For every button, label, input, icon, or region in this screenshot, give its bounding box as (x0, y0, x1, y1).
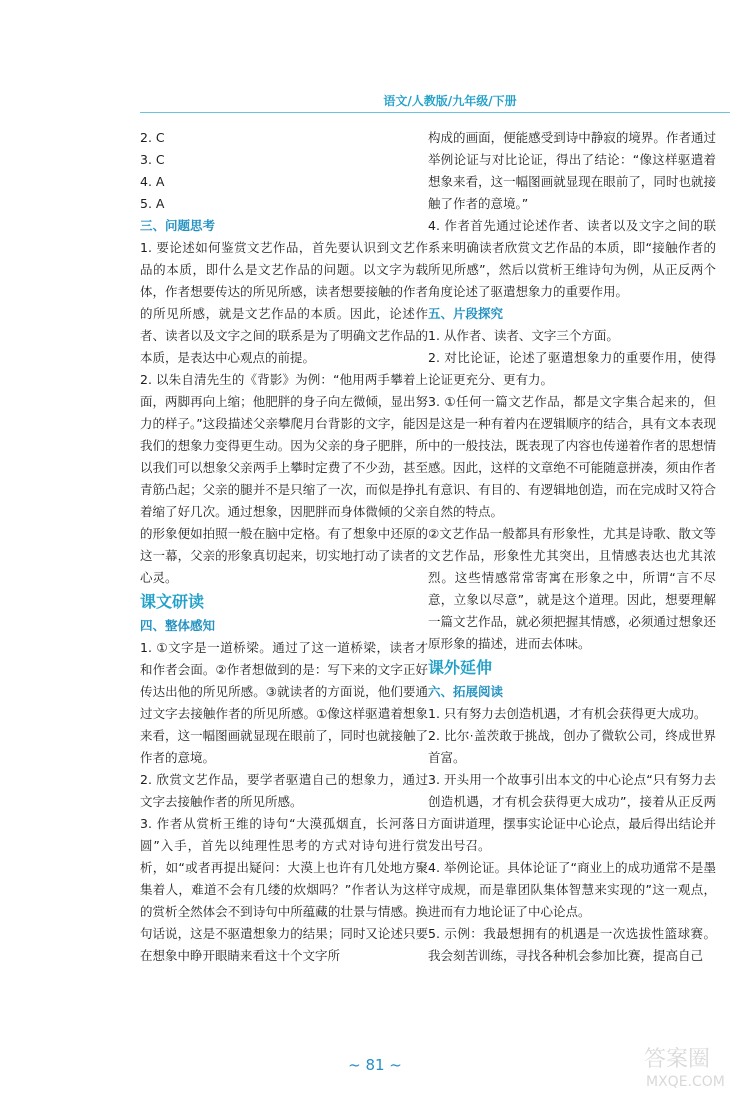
watermark-logo (640, 1040, 750, 1094)
paragraph-p3: 3. ①任何一篇文艺作品，都是文字集合起来的，但是这是一种有着内在逻辑顺序的结合，具有文本表现中的一般技法，既表现了内容也传递着作者的思想情感。因此，这样的文章绝不可能随意拼凑，须由作者有意识、有目的、有逻辑地创造，而在完成时又符合自然的特点。 (428, 394, 716, 519)
left-column (140, 127, 428, 967)
paragraph-q1: 1. 要论述如何鉴赏文艺作品，首先要认识到文艺作品的本质，即什么是文艺作品的问题。以文字为载体，作者想要传达的所见所感，读者想要接触的作者的所见所感，就是文艺作品的本质。因此，论述作者、读者以及文字之间的联系是为了明确文艺作品的本质，是表达中心观点的前提。 (140, 240, 428, 365)
answer-3: 3. C (140, 152, 165, 167)
paragraph-r2: 4. 作者首先通过论述作者、读者以及文字之间的联系来明确读者欣赏文艺作品的本质，即“接触作者的所见所感”，然后以赏析王维诗句为例，从正反两个角度论述了驱遣想象力的重要作用。 (428, 218, 716, 299)
answer-4: 4. A (140, 174, 165, 189)
paragraph-e5: 5. 示例：我最想拥有的机遇是一次选拔性篮球赛。我会刻苦训练，寻找各种机会参加比赛，提高自己 (428, 926, 716, 963)
page-number: ~ 81 ~ (348, 1056, 402, 1074)
watermark-domain: MXQE.COM (646, 1074, 725, 1090)
major-heading-kewai: 课外延伸 (428, 658, 493, 677)
major-heading-kewen: 课文研读 (140, 592, 205, 611)
header-title: 语文/人教版/九年级/下册 (383, 94, 517, 108)
paragraph-p1: 1. 从作者、读者、文字三个方面。 (428, 328, 619, 343)
section-heading-4: 四、整体感知 (140, 618, 216, 633)
paragraph-r1: 构成的画面，便能感受到诗中静寂的境界。作者通过举例论证与对比论证，得出了结论：“像这样驱遣着想象来看，这一幅图画就显现在眼前了，同时也就接触了作者的意境。” (428, 130, 716, 211)
section-heading-6: 六、拓展阅读 (428, 684, 504, 699)
answer-2: 2. C (140, 130, 165, 145)
paragraph-e2: 2. 比尔·盖茨敢于挑战，创办了微软公司，终成世界首富。 (428, 728, 716, 765)
paragraph-p2: 2. 对比论证，论述了驱遣想象力的重要作用，使得论证更充分、更有力。 (428, 350, 716, 387)
paragraph-e4: 4. 举例论证。具体论证了“商业上的成功通常不是墨守成规，而是靠团队集体智慧来实现的”这一观点，进而有力地论证了中心论点。 (428, 860, 716, 919)
section-heading-5: 五、片段探究 (428, 306, 504, 321)
answer-5: 5. A (140, 196, 165, 211)
paragraph-p4: ②文艺作品一般都具有形象性，尤其是诗歌、散文等文艺作品，形象性尤其突出，且情感表达也尤其浓烈。这些情感常常寄寓在形象之中，所谓“言不尽意，立象以尽意”，就是这个道理。因此，想要理解一篇文艺作品，就必须把握其情感，必须通过想象还原形象的描述，进而去体味。 (428, 526, 716, 651)
paragraph-z2: 2. 欣赏文艺作品，要学者驱遣自己的想象力，通过文字去接触作者的所见所感。 (140, 772, 428, 809)
header-rule (140, 112, 730, 113)
paragraph-e3: 3. 开头用一个故事引出本文的中心论点“只有努力去创造机遇，才有机会获得更大成功”，接着从正反两方面讲道理，摆事实论证中心论点，最后得出结论并发出号召。 (428, 772, 716, 853)
paragraph-z1: 1. ①文字是一道桥梁。通过了这一道桥梁，读者才和作者会面。②作者想做到的是：写下来的文字正好传达出他的所见所感。③就读者的方面说，他们要通过文字去接触作者的所见所感。①像这样驱遣着想象来看，这一幅图画就显现在眼前了，同时也就接触了作者的意境。 (140, 640, 428, 765)
watermark-text: 答案圈 (644, 1047, 711, 1072)
right-column (428, 127, 716, 967)
paragraph-e1: 1. 只有努力去创造机遇，才有机会获得更大成功。 (428, 706, 707, 721)
running-header (140, 90, 740, 114)
paragraph-q2: 2. 以朱自清先生的《背影》为例：“他用两手攀着上面，两脚再向上缩；他肥胖的身子向左微倾，显出努力的样子。”这段描述父亲攀爬月台背影的文字，能因我们的想象力变得更生动。因为父亲的身子肥胖，所以我们可以想象父亲两手上攀时定费了不少劲，甚至青筋凸起；父亲的腿并不是只缩了一次，而似是挣扎着缩了好几次。通过想象，因肥胖而身体微倾的父亲的形象便如拍照一般在脑中定格。有了想象中还原的这一幕，父亲的形象真切起来，切实地打动了读者的心灵。 (140, 372, 428, 585)
paragraph-z3: 3. 作者从赏析王维的诗句“大漠孤烟直，长河落日圆”入手，首先以纯理性思考的方式对诗句进行赏析，如“或者再提出疑问：大漠上也许有几处地方聚集着人，难道不会有几缕的炊烟吗？”作者认为这样的赏析全然体会不到诗句中所蕴藏的壮景与情感。换句话说，这是不驱遣想象力的结果；同时又论述只要在想象中睁开眼睛来看这十个文字所 (140, 816, 428, 963)
section-heading-3: 三、问题思考 (140, 218, 216, 233)
